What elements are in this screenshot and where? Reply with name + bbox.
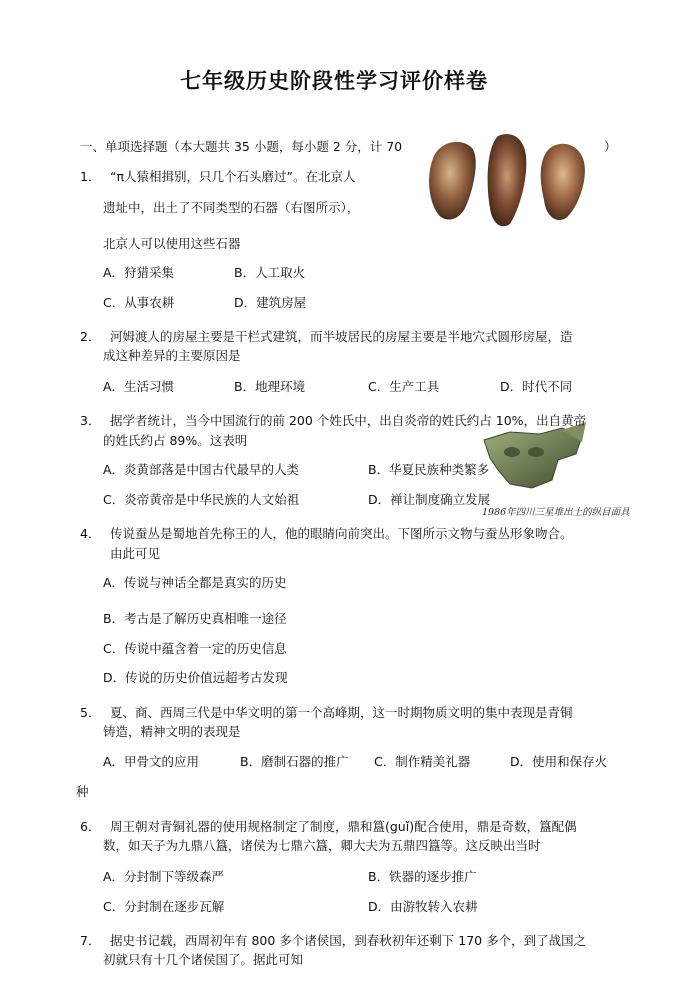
q1-option-b[interactable]: B．人工取火 xyxy=(234,265,306,280)
q5-stem-line2: 铸造，精神文明的表现是 xyxy=(103,724,241,739)
q4-option-b[interactable]: B．考古是了解历史真相唯一途径 xyxy=(103,611,287,626)
q4-number: 4． xyxy=(80,526,101,541)
q6-option-c[interactable]: C．分封制在逐步瓦解 xyxy=(103,899,225,914)
q4-option-c[interactable]: C．传说中蕴含着一定的历史信息 xyxy=(103,641,287,656)
q2-option-d[interactable]: D．时代不同 xyxy=(500,379,573,394)
q5-option-d-wrap: 种 xyxy=(76,784,89,799)
q5-option-a[interactable]: A．甲骨文的应用 xyxy=(103,754,200,769)
q1-number: 1． xyxy=(80,169,101,184)
q5-number: 5． xyxy=(80,705,101,720)
q1-stem-line2: 遗址中，出土了不同类型的石器（右图所示）， xyxy=(103,200,360,215)
q5-option-b[interactable]: B．磨制石器的推广 xyxy=(240,754,349,769)
q3-stem-line2: 的姓氏约占 89%。这表明 xyxy=(103,433,248,448)
q5-option-c[interactable]: C．制作精美礼器 xyxy=(374,754,471,769)
q5-stem-line1: 夏、商、西周三代是中华文明的第一个高峰期，这一时期物质文明的集中表现是青铜 xyxy=(110,705,573,720)
q2-number: 2． xyxy=(80,329,101,344)
q5-option-d[interactable]: D．使用和保存火 xyxy=(510,754,608,769)
mask-eye-left xyxy=(504,447,520,457)
q3-option-c[interactable]: C．炎帝黄帝是中华民族的人文始祖 xyxy=(103,492,300,507)
q2-option-a[interactable]: A．生活习惯 xyxy=(103,379,175,394)
q3-number: 3． xyxy=(80,413,101,428)
mask-eye-right xyxy=(528,447,544,457)
q1-option-c[interactable]: C．从事农耕 xyxy=(103,295,175,310)
q4-stem-line2: 由此可见 xyxy=(110,546,161,561)
q3-option-b[interactable]: B．华夏民族种类繁多 xyxy=(368,462,490,477)
q3-option-a[interactable]: A．炎黄部落是中国古代最早的人类 xyxy=(103,462,300,477)
stone-tools-image xyxy=(420,128,598,233)
page-title: 七年级历史阶段性学习评价样卷 xyxy=(180,68,488,93)
q3-option-d[interactable]: D．禅让制度确立发展 xyxy=(368,492,491,507)
q4-stem-line1: 传说蚕丛是蜀地首先称王的人，他的眼睛向前突出。下图所示文物与蚕丛形象吻合。 xyxy=(110,526,573,541)
q4-option-d[interactable]: D．传说的历史价值远超考古发现 xyxy=(103,670,288,685)
q2-stem-line2: 成这种差异的主要原因是 xyxy=(103,348,241,363)
section-heading: 一、单项选择题（本大题共 35 小题，每小题 2 分，计 70 xyxy=(80,139,403,154)
q6-stem-line1: 周王朝对青铜礼器的使用规格制定了制度，鼎和簋(guǐ)配合使用，鼎是奇数，簋配偶 xyxy=(110,819,577,834)
q1-option-a[interactable]: A．狩猎采集 xyxy=(103,265,175,280)
mask-caption: 1986年四川三星堆出土的纵目面具 xyxy=(482,507,630,518)
q6-option-a[interactable]: A．分封制下等级森严 xyxy=(103,869,225,884)
q6-number: 6． xyxy=(80,819,101,834)
q6-option-d[interactable]: D．由游牧转入农耕 xyxy=(368,899,478,914)
q2-option-b[interactable]: B．地理环境 xyxy=(234,379,306,394)
q7-number: 7． xyxy=(80,933,101,948)
q7-stem-line2: 初就只有十几个诸侯国了。据此可知 xyxy=(103,952,304,967)
q1-stem-line3: 北京人可以使用这些石器 xyxy=(103,236,241,251)
q2-option-c[interactable]: C．生产工具 xyxy=(368,379,440,394)
mask-body xyxy=(484,428,582,488)
q4-option-a[interactable]: A．传说与神话全都是真实的历史 xyxy=(103,575,287,590)
q6-option-b[interactable]: B．铁器的逐步推广 xyxy=(368,869,477,884)
q1-stem-line1: “π人猿相揖别，只几个石头磨过”。在北京人 xyxy=(110,169,356,184)
q6-stem-line2: 数，如天子为九鼎八簋，诸侯为七鼎六簋，卿大夫为五鼎四簋等。这反映出当时 xyxy=(103,838,541,853)
q1-option-d[interactable]: D．建筑房屋 xyxy=(234,295,307,310)
q2-stem-line1: 河姆渡人的房屋主要是干栏式建筑，而半坡居民的房屋主要是半地穴式圆形房屋，造 xyxy=(110,329,573,344)
q3-stem-line1: 据学者统计，当今中国流行的前 200 个姓氏中，出自炎帝的姓氏约占 10%，出自黄帝 xyxy=(110,413,587,428)
section-heading-close: ） xyxy=(604,139,617,154)
q7-stem-line1: 据史书记载，西周初年有 800 多个诸侯国，到春秋初年还剩下 170 多个，到了战国之 xyxy=(110,933,587,948)
